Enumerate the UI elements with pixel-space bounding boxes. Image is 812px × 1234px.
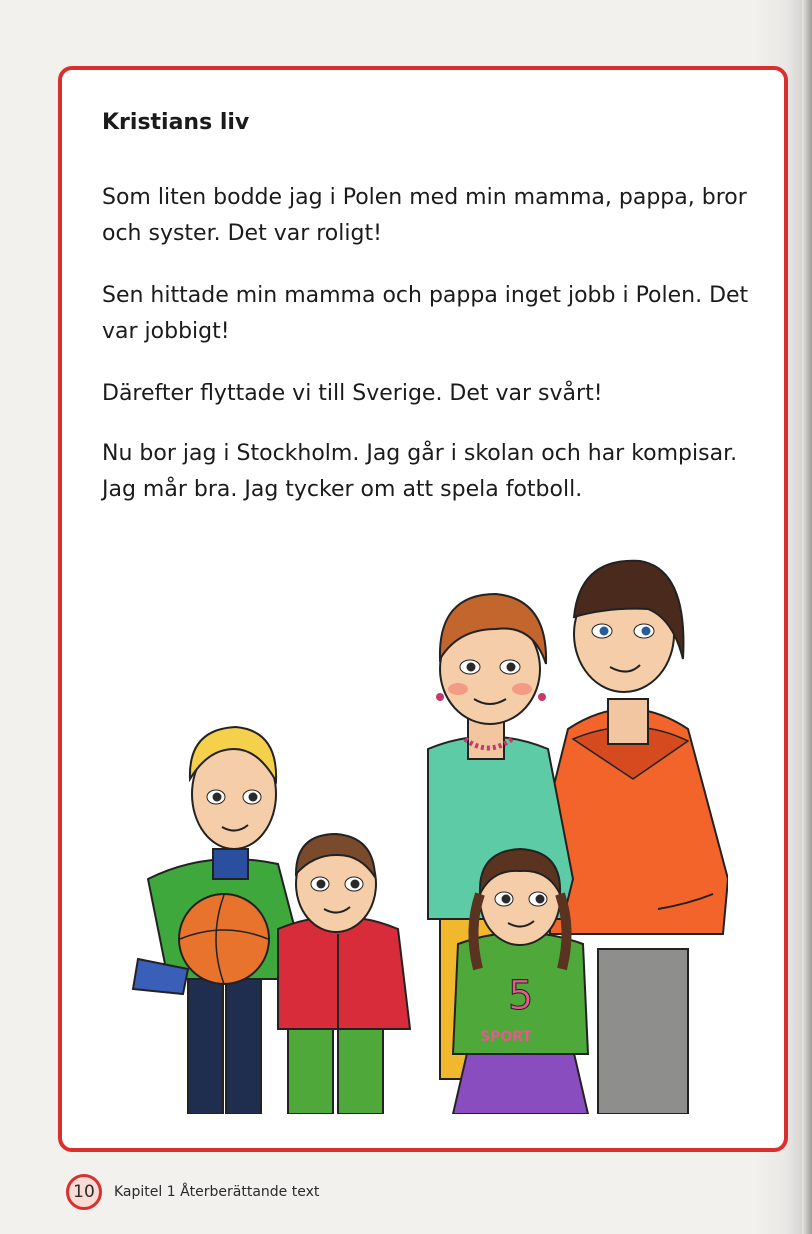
- paragraph-4: Nu bor jag i Stockholm. Jag går i skolan och har kompisar. Jag mår bra. Jag tycker om att spela fotboll.: [102, 441, 738, 502]
- story-title: Kristians liv: [102, 110, 250, 135]
- paragraph-3: Därefter flyttade vi till Sverige. Det var svårt!: [102, 381, 603, 406]
- paragraph-2: Sen hittade min mamma och pappa inget jobb i Polen. Det var jobbigt!: [102, 283, 749, 344]
- paragraph-1: Som liten bodde jag i Polen med min mamma, pappa, bror och syster. Det var roligt!: [102, 185, 747, 246]
- older-son-figure: [133, 727, 308, 1114]
- page-footer: [66, 1172, 319, 1212]
- younger-son-figure: [278, 834, 410, 1114]
- story-frame: [58, 66, 788, 1152]
- chapter-label: Kapitel 1 Återberättande text: [114, 1184, 320, 1200]
- family-illustration: [128, 549, 728, 1114]
- shirt-text: SPORT: [480, 1029, 532, 1045]
- page-number-badge: 10: [66, 1174, 102, 1210]
- adjacent-page-ghost: [720, 600, 806, 620]
- shirt-number: 5: [508, 973, 534, 1019]
